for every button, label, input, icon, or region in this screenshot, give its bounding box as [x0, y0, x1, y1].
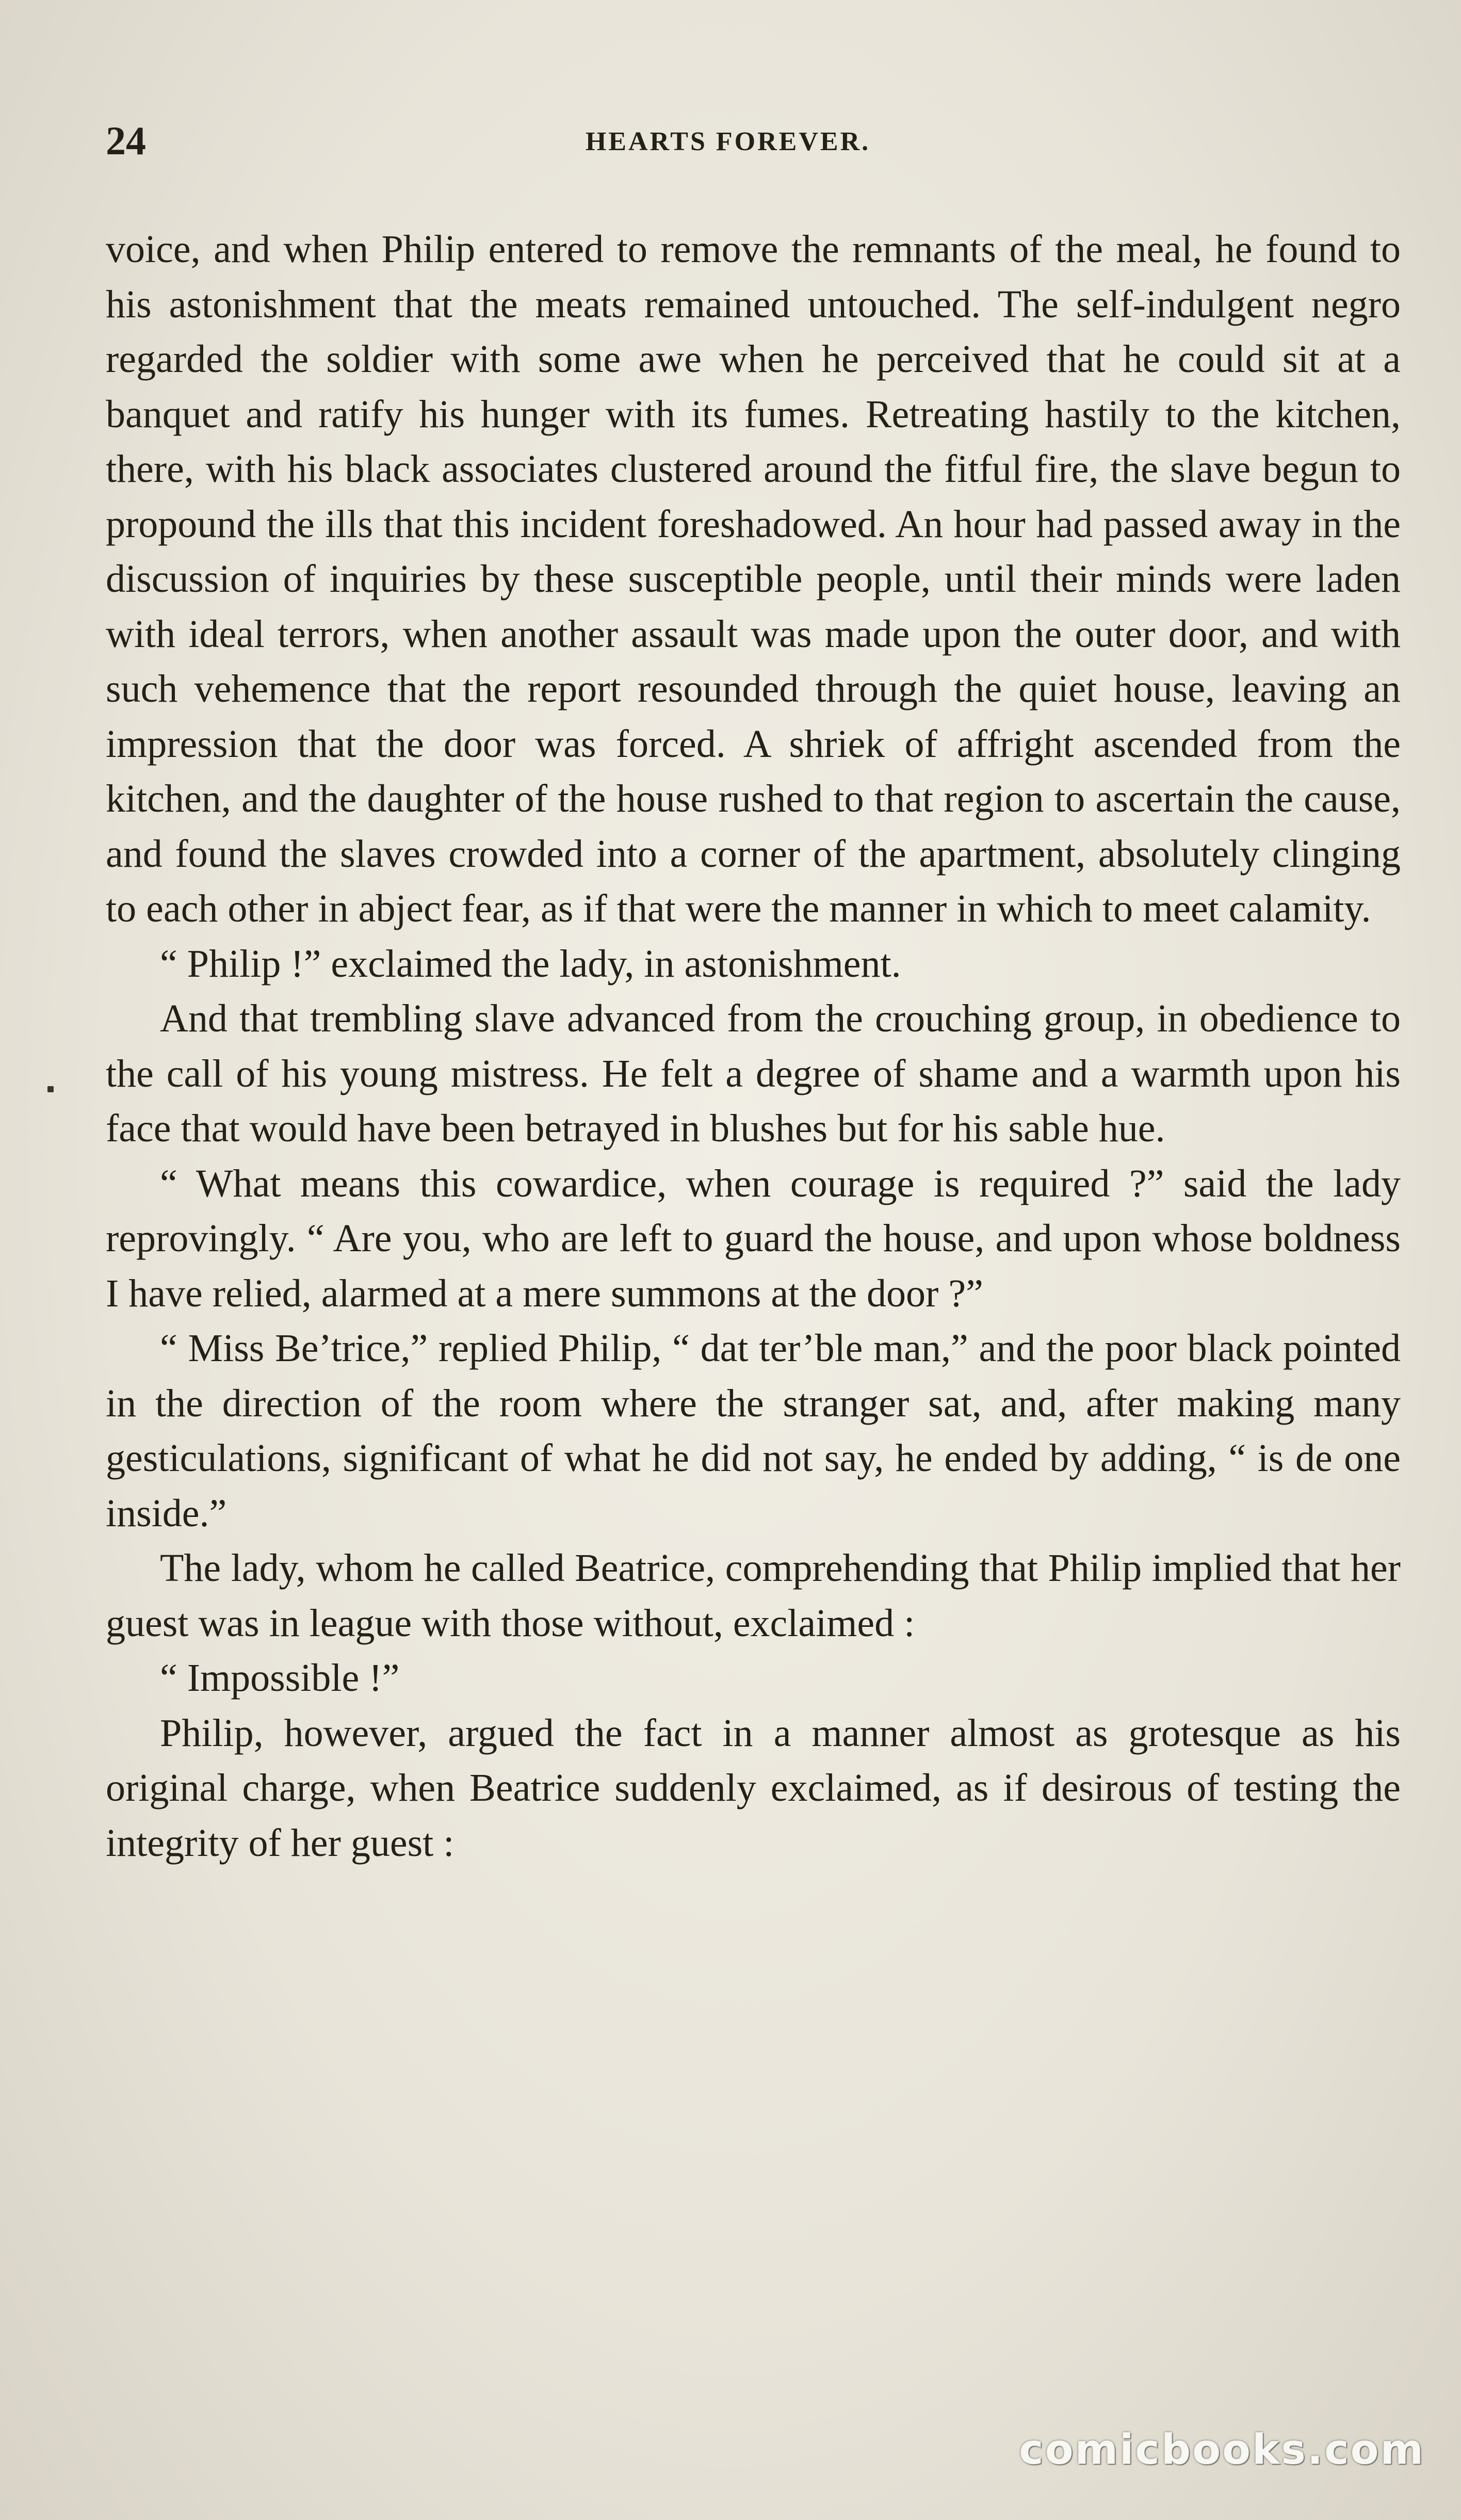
paragraph: voice, and when Philip entered to remove the remnants of the meal, he found to his astonishment that the meats remained untouched. The self-indulgent negro regarded the soldier with some awe when he perceived that he could sit at a banquet and ratify his hunger with its fumes. Retreating hastily to the kitchen, there, with his black associates clustered around the fitful fire, the slave begun to propound the ills that this incident foreshadowed. An hour had passed away in the discussion of inquiries by these susceptible people, until their minds were laden with ideal terrors, when another assault was made upon the outer door, and with such vehemence that the report resounded through the quiet house, leaving an impression that the door was forced. A shriek of affright ascended from the kitchen, and the daughter of the house rushed to that region to ascertain the cause, and found the slaves crowded into a corner of the apartment, absolutely clinging to each other in abject fear, as if that were the manner in which to meet calamity. — [106, 228, 1401, 930]
paragraph: Philip, however, argued the fact in a manner almost as grotesque as his original charge, when Beatrice suddenly exclaimed, as if desirous of testing the integrity of her guest : — [106, 1711, 1401, 1865]
running-head: HEARTS FOREVER. — [585, 127, 871, 156]
paragraph: “ Miss Be’trice,” replied Philip, “ dat ter’ble man,” and the poor black pointed in the direction of the room where the stranger sat, and, after making many gesticulations, significant of what he did not say, he ended by adding, “ is de one inside.” — [106, 1327, 1401, 1535]
body-text — [106, 222, 1401, 1870]
paragraph: “ What means this cowardice, when courage is required ?” said the lady reprovingly. “ Are you, who are left to guard the house, and upon whose boldness I have relied, alarmed at a mere summons at the door ?” — [106, 1161, 1401, 1315]
paragraph: “ Impossible !” — [160, 1656, 400, 1700]
paragraph: The lady, whom he called Beatrice, comprehending that Philip implied that her guest was in league with those without, exclaimed : — [106, 1546, 1401, 1645]
margin-ink-dot — [47, 1086, 54, 1092]
site-watermark: comicbooks.com — [1019, 2426, 1425, 2474]
paragraph: And that trembling slave advanced from the crouching group, in obedience to the call of his young mistress. He felt a degree of shame and a warmth upon his face that would have been betrayed in blushes but for his sable hue. — [106, 997, 1401, 1150]
paragraph: “ Philip !” exclaimed the lady, in astonishment. — [160, 942, 901, 986]
page-header — [106, 118, 1350, 164]
page-number: 24 — [106, 118, 146, 163]
